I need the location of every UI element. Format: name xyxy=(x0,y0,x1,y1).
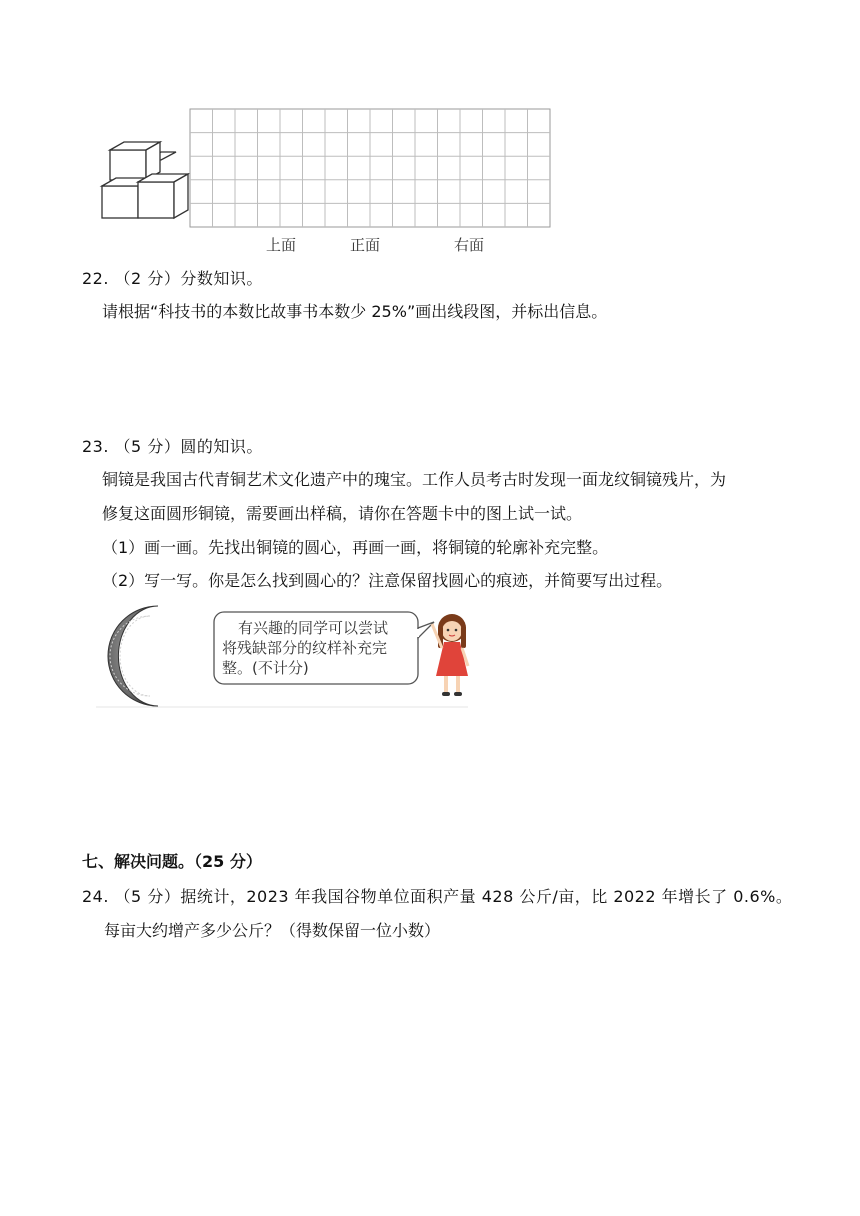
mirror-figure xyxy=(96,602,476,708)
q23-number: 23. xyxy=(82,437,109,456)
bubble-text-line1: 有兴趣的同学可以尝试 xyxy=(238,619,389,637)
bubble-text-line3: 整。(不计分) xyxy=(222,659,309,677)
bronze-mirror-fragment-icon xyxy=(108,606,158,706)
q24-line1 xyxy=(82,886,792,908)
q24-score: （5 分） xyxy=(114,887,181,906)
q23-header xyxy=(82,436,263,458)
q23-topic: 圆的知识。 xyxy=(180,437,263,456)
section-7-title: 七、解决问题。（25 分） xyxy=(82,852,262,871)
mirror-figure-svg xyxy=(96,602,476,708)
q22-text: 请根据“科技书的本数比故事书本数少 25%”画出线段图，并标出信息。 xyxy=(102,302,608,321)
q23-sub-question-2: （2）写一写。你是怎么找到圆心的？注意保留找圆心的痕迹，并简要写出过程。 xyxy=(102,571,673,590)
front-view-label: 正面 xyxy=(350,236,381,254)
cube-grid-svg xyxy=(96,105,556,257)
q24-number: 24. xyxy=(82,887,109,906)
q23-paragraph-line1: 铜镜是我国古代青铜艺术文化遗产中的瑰宝。工作人员考古时发现一面龙纹铜镜残片，为 xyxy=(102,470,727,489)
girl-illustration-icon xyxy=(432,614,468,696)
speech-bubble xyxy=(214,612,434,684)
q23-sub-question-1: （1）画一画。先找出铜镜的圆心，再画一画，将铜镜的轮廓补充完整。 xyxy=(102,538,609,557)
bubble-text-line2: 将残缺部分的纹样补充完 xyxy=(222,639,388,657)
q23-paragraph-line2: 修复这面圆形铜镜，需要画出样稿，请你在答题卡中的图上试一试。 xyxy=(102,504,583,523)
q24-text-line1: 据统计，2023 年我国谷物单位面积产量 428 公斤/亩，比 2022 年增长了 0.6%。 xyxy=(180,887,793,906)
cube-stack-drawing xyxy=(102,142,188,218)
q22-topic: 分数知识。 xyxy=(180,269,263,288)
right-view-label: 右面 xyxy=(454,236,485,254)
q22-number: 22. xyxy=(82,269,109,288)
q24-text-line2: 每亩大约增产多少公斤？（得数保留一位小数） xyxy=(104,921,441,940)
q22-header xyxy=(82,268,263,290)
q23-score: （5 分） xyxy=(114,437,181,456)
cube-grid-figure xyxy=(96,105,556,257)
q22-score: （2 分） xyxy=(114,269,181,288)
top-view-label: 上面 xyxy=(266,236,297,254)
